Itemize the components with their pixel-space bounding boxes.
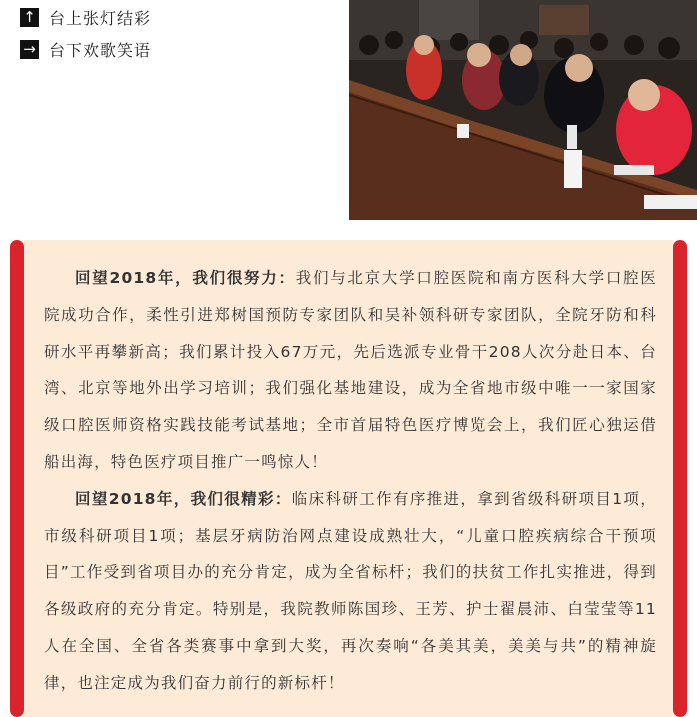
caption-audience-label: 台下欢歌笑语	[49, 40, 152, 60]
paragraph-effort	[44, 260, 657, 481]
article-panel	[10, 240, 687, 717]
article-text	[44, 260, 657, 702]
left-accent-bar	[10, 240, 24, 717]
paragraph-highlights-heading: 回望2018年，我们很精彩：	[75, 489, 292, 508]
caption-stage-label: 台上张灯结彩	[49, 8, 152, 28]
arrow-right-icon: →	[20, 40, 39, 59]
paragraph-highlights-body: 临床科研工作有序推进，拿到省级科研项目1项，市级科研项目1项；基层牙病防治网点建设成熟壮大，“儿童口腔疾病综合干预项目”工作受到省项目办的充分肯定，成为全省标杆；我们的扶贫工作扎实推进，得到各级政府的充分肯定。特别是，我院教师陈国珍、王芳、护士翟晨沛、白莹莹等11人在全国、全省各类赛事中拿到大奖，再次奏响“各美其美，美美与共”的精神旋律，也注定成为我们奋力前行的新标杆！	[44, 489, 657, 692]
paragraph-effort-body: 我们与北京大学口腔医院和南方医科大学口腔医院成功合作，柔性引进郑树国预防专家团队和吴补领科研专家团队，全院牙防和科研水平再攀新高；我们累计投入67万元，先后选派专业骨干208人次分赴日本、台湾、北京等地外出学习培训；我们强化基地建设，成为全省地市级中唯一一家国家级口腔医师资格实践技能考试基地；全市首届特色医疗博览会上，我们匠心独运借船出海，特色医疗项目推广一鸣惊人！	[44, 269, 657, 471]
caption-row-stage	[20, 6, 151, 28]
caption-row-audience	[20, 38, 151, 60]
paragraph-highlights	[44, 481, 657, 702]
photo-caption-legend	[20, 6, 151, 70]
arrow-up-icon: ↑	[20, 8, 39, 27]
paragraph-effort-heading: 回望2018年，我们很努力：	[75, 269, 296, 287]
right-accent-bar	[673, 240, 687, 717]
audience-photo	[349, 0, 697, 220]
